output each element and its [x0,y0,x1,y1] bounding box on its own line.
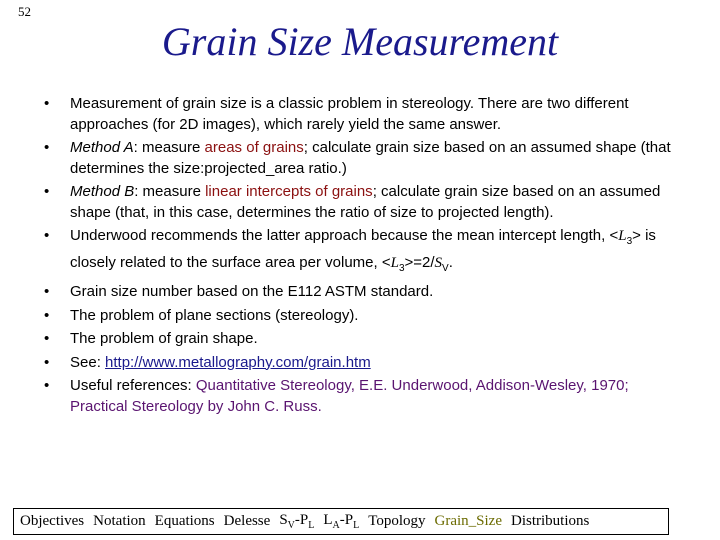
bullet-text: ; calculate grain size based on an assumed shape (that determines the size:projected_area ratio.) [70,139,671,177]
list-item [44,182,684,223]
nav-delesse[interactable]: Delesse [223,513,271,529]
method-b-label: Method B [70,183,135,200]
grain-link[interactable]: http://www.metallography.com/grain.htm [105,353,371,371]
math-symbol: L [390,254,399,271]
nav-sv-pl[interactable] [279,512,314,531]
nav-sv-s: S [279,512,288,528]
nav-distributions[interactable]: Distributions [510,513,590,529]
list-item [44,138,684,179]
slide-title [0,18,720,65]
math-subscript: 3 [626,236,633,247]
bullet-text: Measurement of grain size is a classic problem in stereology. There are two different approaches (for 2D images), which rarely yield the same answer. [70,95,629,133]
bullet-text: Underwood recommends the latter approach because the mean intercept length, < [70,227,619,244]
math-subscript: V [442,262,449,274]
math-subscript: 3 [398,262,405,274]
bullet-marker: • [44,227,50,244]
bullet-marker: • [44,377,50,394]
bullet-text: Grain size number based on the E112 ASTM standard. [70,283,434,300]
list-item [44,282,684,303]
highlight-text: linear intercepts of grains [205,183,373,200]
list-item [44,353,684,374]
nav-notation[interactable]: Notation [93,513,146,529]
nav-la-l: L [323,512,333,528]
bullet-text: . [448,253,453,271]
list-item [44,226,684,279]
slide-number: 52 [18,4,31,19]
bullet-marker: • [44,139,50,156]
bullet-marker: • [44,353,50,371]
bullet-text: : measure [133,139,205,156]
list-item [44,94,684,135]
bullet-text: >=2/ [404,253,435,271]
bullet-text: Useful references: [70,377,196,394]
bullet-marker: • [44,330,50,347]
nav-la-sub2: L [353,520,360,531]
list-item [44,376,684,417]
bullet-marker: • [44,183,50,200]
list-item [44,306,684,327]
method-a-label: Method A [70,139,134,156]
highlight-text: areas of grains [204,139,304,156]
nav-grain-size[interactable]: Grain_Size [434,513,502,529]
bullet-text: : measure [134,183,206,200]
nav-bar [13,508,669,535]
bullet-text: The problem of plane sections (stereology). [70,306,359,324]
nav-sv-dash: -P [294,512,309,528]
nav-la-pl[interactable] [323,512,359,531]
bullet-text: See: [70,353,106,371]
nav-sv-sub2: L [308,520,315,531]
bullet-text: The problem of grain shape. [70,330,258,347]
nav-objectives[interactable]: Objectives [20,513,85,529]
math-symbol: L [618,228,627,244]
bullet-marker: • [44,95,50,112]
bullet-list [44,94,684,420]
bullet-text: ; calculate grain size based on an assumed shape (that, in this case, determines the ratio of size to projected length). [70,183,661,221]
nav-equations[interactable]: Equations [154,513,215,529]
list-item [44,329,684,350]
math-symbol: S [434,254,443,271]
nav-sv-sub: V [287,520,295,531]
nav-topology[interactable]: Topology [368,513,426,529]
bullet-marker: • [44,283,50,300]
bullet-marker: • [44,306,50,324]
reference-text: Quantitative Stereology, E.E. Underwood, Addison-Wesley, 1970; Practical Stereology by John C. Russ. [70,377,629,415]
slide-title-text: Grain Size Measurement [161,19,559,64]
nav-la-sub: A [332,520,340,531]
nav-la-dash: -P [339,512,354,528]
bullet-text: > is closely related to the surface area per volume, < [70,227,656,271]
